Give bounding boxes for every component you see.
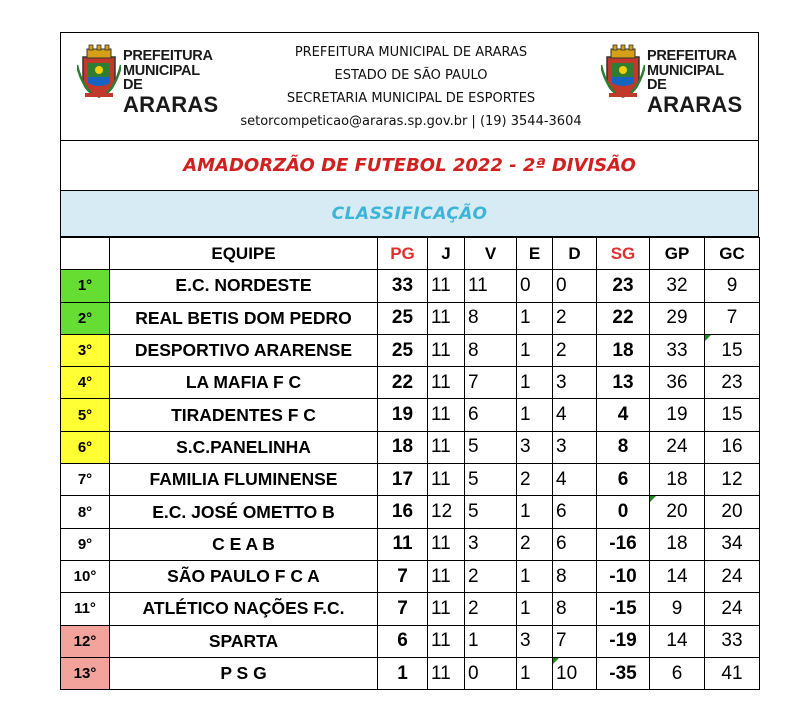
prefeitura-logo-right <box>601 43 743 117</box>
goal-diff-cell: -15 <box>597 593 650 625</box>
losses-cell: 8 <box>553 560 597 592</box>
points-cell: 22 <box>378 367 428 399</box>
team-cell: E.C. JOSÉ OMETTO B <box>110 496 378 528</box>
draws-cell: 3 <box>517 431 553 463</box>
games-cell: 11 <box>428 367 465 399</box>
contact-line: setorcompeticao@araras.sp.gov.br | (19) 3544-3604 <box>240 114 582 129</box>
wordmark-line3: ARARAS <box>647 91 743 117</box>
position-cell: 1° <box>61 270 110 302</box>
draws-cell: 1 <box>517 496 553 528</box>
goal-diff-cell: -16 <box>597 528 650 560</box>
col-header-games: J <box>428 238 465 270</box>
team-cell: C E A B <box>110 528 378 560</box>
wins-cell: 5 <box>465 496 517 528</box>
draws-cell: 1 <box>517 560 553 592</box>
goals-against-cell: 24 <box>705 593 760 625</box>
team-cell: S.C.PANELINHA <box>110 431 378 463</box>
wordmark-line2: MUNICIPAL DE <box>647 62 724 93</box>
position-cell: 6° <box>61 431 110 463</box>
draws-cell: 1 <box>517 334 553 366</box>
goals-against-cell: 15 <box>705 399 760 431</box>
team-cell: E.C. NORDESTE <box>110 270 378 302</box>
points-cell: 11 <box>378 528 428 560</box>
team-cell: DESPORTIVO ARARENSE <box>110 334 378 366</box>
games-cell: 12 <box>428 496 465 528</box>
wordmark-line1: PREFEITURA <box>647 48 737 64</box>
losses-cell: 2 <box>553 302 597 334</box>
points-cell: 25 <box>378 334 428 366</box>
table-header-row <box>61 238 760 270</box>
araras-crest-icon <box>601 43 645 99</box>
points-cell: 6 <box>378 625 428 657</box>
games-cell: 11 <box>428 334 465 366</box>
championship-title: AMADORZÃO DE FUTEBOL 2022 - 2ª DIVISÃO <box>183 155 636 176</box>
wins-cell: 8 <box>465 334 517 366</box>
team-cell: SÃO PAULO F C A <box>110 560 378 592</box>
draws-cell: 1 <box>517 657 553 689</box>
losses-cell: 6 <box>553 528 597 560</box>
points-cell: 33 <box>378 270 428 302</box>
draws-cell: 1 <box>517 302 553 334</box>
goals-for-cell: 18 <box>650 464 705 496</box>
position-cell: 8° <box>61 496 110 528</box>
table-row <box>61 367 760 399</box>
goals-for-cell: 32 <box>650 270 705 302</box>
draws-cell: 3 <box>517 625 553 657</box>
draws-cell: 2 <box>517 464 553 496</box>
goal-diff-cell: 22 <box>597 302 650 334</box>
wins-cell: 5 <box>465 464 517 496</box>
goals-against-cell: 15 <box>705 334 760 366</box>
losses-cell: 7 <box>553 625 597 657</box>
table-row <box>61 657 760 689</box>
goals-against-cell: 41 <box>705 657 760 689</box>
games-cell: 11 <box>428 302 465 334</box>
goals-for-cell: 14 <box>650 560 705 592</box>
goals-against-cell: 12 <box>705 464 760 496</box>
department-name: SECRETARIA MUNICIPAL DE ESPORTES <box>286 91 536 106</box>
games-cell: 11 <box>428 560 465 592</box>
table-row <box>61 464 760 496</box>
position-cell: 10° <box>61 560 110 592</box>
games-cell: 11 <box>428 464 465 496</box>
table-row <box>61 431 760 463</box>
goals-for-cell: 14 <box>650 625 705 657</box>
goal-diff-cell: -35 <box>597 657 650 689</box>
table-row <box>61 399 760 431</box>
table-row <box>61 593 760 625</box>
team-cell: TIRADENTES F C <box>110 399 378 431</box>
goals-against-cell: 16 <box>705 431 760 463</box>
team-cell: SPARTA <box>110 625 378 657</box>
goal-diff-cell: 13 <box>597 367 650 399</box>
points-cell: 17 <box>378 464 428 496</box>
wins-cell: 2 <box>465 593 517 625</box>
goals-for-cell: 18 <box>650 528 705 560</box>
games-cell: 11 <box>428 399 465 431</box>
points-cell: 18 <box>378 431 428 463</box>
wordmark-line2: MUNICIPAL DE <box>123 62 200 93</box>
goal-diff-cell: 0 <box>597 496 650 528</box>
standings-sheet <box>60 32 759 690</box>
games-cell: 11 <box>428 528 465 560</box>
col-header-goals-for: GP <box>650 238 705 270</box>
team-cell: ATLÉTICO NAÇÕES F.C. <box>110 593 378 625</box>
col-header-goal-diff: SG <box>597 238 650 270</box>
goals-for-cell: 24 <box>650 431 705 463</box>
wins-cell: 6 <box>465 399 517 431</box>
goals-for-cell: 33 <box>650 334 705 366</box>
team-cell: FAMILIA FLUMINENSE <box>110 464 378 496</box>
prefeitura-wordmark-right <box>647 49 742 116</box>
position-cell: 12° <box>61 625 110 657</box>
goal-diff-cell: 18 <box>597 334 650 366</box>
col-header-losses: D <box>553 238 597 270</box>
games-cell: 11 <box>428 593 465 625</box>
wordmark-line3: ARARAS <box>123 91 219 117</box>
goals-for-cell: 6 <box>650 657 705 689</box>
table-row <box>61 496 760 528</box>
goal-diff-cell: 6 <box>597 464 650 496</box>
table-row <box>61 625 760 657</box>
team-cell: P S G <box>110 657 378 689</box>
prefeitura-wordmark-left <box>123 49 218 116</box>
wins-cell: 3 <box>465 528 517 560</box>
team-cell: REAL BETIS DOM PEDRO <box>110 302 378 334</box>
standings-table <box>60 237 760 690</box>
table-row <box>61 528 760 560</box>
letterhead-text <box>211 41 611 133</box>
table-row <box>61 302 760 334</box>
prefeitura-logo-left <box>77 43 219 117</box>
position-cell: 11° <box>61 593 110 625</box>
position-cell: 13° <box>61 657 110 689</box>
state-name: ESTADO DE SÃO PAULO <box>334 68 488 83</box>
losses-cell: 4 <box>553 399 597 431</box>
col-header-position <box>61 238 110 270</box>
table-row <box>61 334 760 366</box>
col-header-wins: V <box>465 238 517 270</box>
games-cell: 11 <box>428 657 465 689</box>
wins-cell: 2 <box>465 560 517 592</box>
title-banner <box>60 141 759 191</box>
draws-cell: 1 <box>517 399 553 431</box>
wins-cell: 1 <box>465 625 517 657</box>
games-cell: 11 <box>428 270 465 302</box>
position-cell: 2° <box>61 302 110 334</box>
municipality-name: PREFEITURA MUNICIPAL DE ARARAS <box>294 45 528 60</box>
goal-diff-cell: -19 <box>597 625 650 657</box>
games-cell: 11 <box>428 431 465 463</box>
position-cell: 9° <box>61 528 110 560</box>
draws-cell: 1 <box>517 593 553 625</box>
col-header-team: EQUIPE <box>110 238 378 270</box>
goals-against-cell: 33 <box>705 625 760 657</box>
table-row <box>61 270 760 302</box>
wins-cell: 7 <box>465 367 517 399</box>
draws-cell: 0 <box>517 270 553 302</box>
wins-cell: 5 <box>465 431 517 463</box>
araras-crest-icon <box>77 43 121 99</box>
classification-heading: CLASSIFICAÇÃO <box>331 203 488 224</box>
position-cell: 4° <box>61 367 110 399</box>
wins-cell: 11 <box>465 270 517 302</box>
losses-cell: 3 <box>553 431 597 463</box>
losses-cell: 10 <box>553 657 597 689</box>
goals-against-cell: 20 <box>705 496 760 528</box>
wins-cell: 0 <box>465 657 517 689</box>
goal-diff-cell: 23 <box>597 270 650 302</box>
position-cell: 7° <box>61 464 110 496</box>
col-header-draws: E <box>517 238 553 270</box>
subtitle-bar <box>60 191 759 237</box>
position-cell: 5° <box>61 399 110 431</box>
losses-cell: 6 <box>553 496 597 528</box>
goals-for-cell: 9 <box>650 593 705 625</box>
table-row <box>61 560 760 592</box>
points-cell: 1 <box>378 657 428 689</box>
goal-diff-cell: 4 <box>597 399 650 431</box>
goal-diff-cell: 8 <box>597 431 650 463</box>
wordmark-line1: PREFEITURA <box>123 48 213 64</box>
goals-for-cell: 20 <box>650 496 705 528</box>
goal-diff-cell: -10 <box>597 560 650 592</box>
goals-against-cell: 24 <box>705 560 760 592</box>
team-cell: LA MAFIA F C <box>110 367 378 399</box>
goals-for-cell: 19 <box>650 399 705 431</box>
losses-cell: 3 <box>553 367 597 399</box>
points-cell: 7 <box>378 560 428 592</box>
losses-cell: 4 <box>553 464 597 496</box>
losses-cell: 0 <box>553 270 597 302</box>
letterhead <box>60 32 759 141</box>
points-cell: 19 <box>378 399 428 431</box>
col-header-points: PG <box>378 238 428 270</box>
goals-against-cell: 9 <box>705 270 760 302</box>
goals-for-cell: 36 <box>650 367 705 399</box>
points-cell: 7 <box>378 593 428 625</box>
points-cell: 16 <box>378 496 428 528</box>
col-header-goals-against: GC <box>705 238 760 270</box>
goals-against-cell: 34 <box>705 528 760 560</box>
draws-cell: 1 <box>517 367 553 399</box>
goals-for-cell: 29 <box>650 302 705 334</box>
points-cell: 25 <box>378 302 428 334</box>
position-cell: 3° <box>61 334 110 366</box>
losses-cell: 8 <box>553 593 597 625</box>
goals-against-cell: 7 <box>705 302 760 334</box>
losses-cell: 2 <box>553 334 597 366</box>
wins-cell: 8 <box>465 302 517 334</box>
draws-cell: 2 <box>517 528 553 560</box>
games-cell: 11 <box>428 625 465 657</box>
goals-against-cell: 23 <box>705 367 760 399</box>
